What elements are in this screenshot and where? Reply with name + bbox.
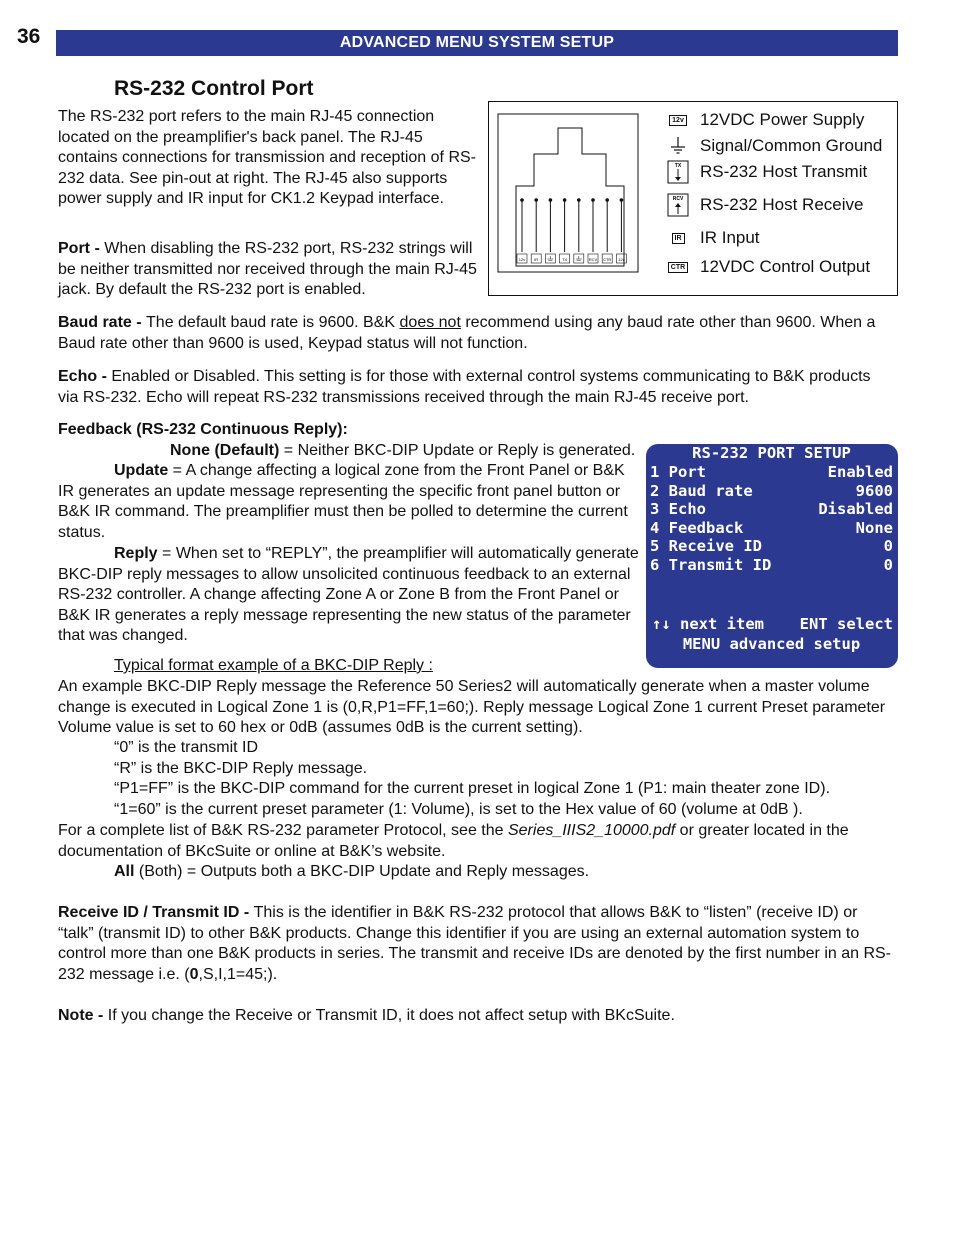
page-number: 36 — [17, 25, 41, 48]
baud-label: Baud rate - — [58, 314, 147, 331]
pinout-row — [667, 226, 760, 250]
reply-label: Reply — [114, 545, 158, 562]
none-label: None (Default) — [170, 442, 280, 459]
pinout-row — [667, 160, 867, 184]
rj45-pinout-diagram — [488, 101, 898, 296]
ir-tag-icon: IR — [667, 228, 689, 248]
baud-text-a: The default baud rate is 9600. B&K — [146, 314, 400, 331]
pinout-label: Signal/Common Ground — [700, 135, 883, 155]
osd-menu-item — [650, 500, 893, 519]
osd-menu-item — [650, 519, 893, 538]
example-line-3: “P1=FF” is the BKC-DIP command for the current preset in logical Zone 1 (P1: main theater zone ID). — [114, 780, 831, 797]
ids-paragraph — [58, 903, 893, 985]
feedback-all — [58, 862, 893, 883]
feedback-update — [58, 461, 638, 543]
feedback-title-text: Feedback (RS-232 Continuous Reply): — [58, 421, 348, 438]
jack-pin-tag: TX — [562, 257, 568, 262]
intro-paragraph: The RS-232 port refers to the main RJ-45 connection located on the preamplifier's back panel. The RJ-45 contains connections for transmission and reception of RS-232 data. See pin-out at right. The RJ-45 also supports power supply and IR input for CK1.2 Keypad interface. — [58, 108, 476, 208]
pinout-label: IR Input — [700, 227, 760, 247]
osd-nav-row — [650, 615, 893, 634]
baud-text-b: recommend using any baud rate other than 9600. When a Baud rate other than 9600 is used, Keypad status will not function. — [58, 314, 876, 352]
pinout-row — [667, 108, 864, 132]
osd-footer: MENU advanced setup — [682, 635, 861, 653]
osd-menu-item — [650, 482, 893, 501]
jack-pin-tag: 12v — [518, 257, 526, 262]
feedback-reply — [58, 544, 648, 647]
example-line-1: “0” is the transmit ID — [114, 739, 259, 756]
pinout-row — [667, 193, 863, 217]
osd-item-label: 5 Receive ID — [650, 537, 762, 556]
echo-label: Echo - — [58, 368, 112, 385]
update-text: = A change affecting a logical zone from the Front Panel or B&K IR generates an update message representing the specific front panel button or B&K IR command. The preamplifier must then be polled to determine the current status. — [58, 462, 628, 541]
echo-paragraph — [58, 367, 893, 408]
section-title: RS-232 Control Port — [114, 77, 314, 100]
none-text: = Neither BKC-DIP Update or Reply is generated. — [279, 442, 636, 459]
section-header: ADVANCED MENU SYSTEM SETUP — [56, 30, 898, 56]
jack-pin-tag: 12v — [618, 257, 625, 262]
pinout-row — [667, 255, 870, 279]
jack-ground-icon — [576, 256, 582, 261]
port-paragraph — [58, 239, 488, 301]
transmit-arrow-icon — [667, 162, 689, 182]
osd-item-label: 4 Feedback — [650, 518, 744, 537]
osd-item-label: 6 Transmit ID — [650, 556, 772, 574]
note-paragraph — [58, 1006, 893, 1027]
example-line-2: “R” is the BKC-DIP Reply message. — [114, 760, 368, 777]
example-paragraph: An example BKC-DIP Reply message the Reference 50 Series2 will automatically generate when a master volume change is executed in Logical Zone 1 is (0,R,P1=FF,1=60;). Reply message Logical Zone 1 current Preset parameter Volume value is set to 60 hex or 0dB (assumes 0dB is the current setting). — [58, 678, 886, 737]
pinout-label: 12VDC Power Supply — [700, 109, 865, 129]
pinout-row — [667, 134, 882, 158]
baud-text-emphasis: does not — [399, 314, 461, 331]
ids-label: Receive ID / Transmit ID - — [58, 904, 254, 921]
pinout-label: RS-232 Host Transmit — [700, 161, 868, 181]
feedback-none — [58, 441, 646, 462]
svg-text:TX: TX — [674, 163, 682, 169]
osd-item-value: 0 — [883, 556, 893, 574]
osd-item-label: 1 Port — [650, 463, 706, 481]
12v-tag-icon: 12v — [667, 110, 689, 130]
all-label: All — [114, 863, 135, 880]
ids-text-bold: 0 — [189, 965, 199, 983]
reply-text: = When set to “REPLY”, the preamplifier will automatically generate BKC-DIP reply messages to allow unsolicited continuous feedback to an external RS-232 controller. A change affecting Zone A or Zone B from the Front Panel or B&K IR generates a reply message representing the new status of the parameter that was changed. — [58, 545, 639, 645]
osd-item-value: Disabled — [818, 500, 893, 519]
osd-menu-item — [650, 556, 893, 575]
all-text: (Both) = Outputs both a BKC-DIP Update and Reply messages. — [134, 863, 590, 880]
pinout-label: 12VDC Control Output — [700, 256, 871, 276]
jack-pin-tag: RCV — [588, 257, 598, 262]
note-label: Note - — [58, 1007, 108, 1024]
receive-arrow-icon — [667, 195, 689, 215]
osd-nav-select: ENT select — [799, 615, 893, 633]
protocol-file-name: Series_IIIS2_10000.pdf — [507, 822, 676, 839]
feedback-title — [58, 420, 893, 441]
pinout-label: RS-232 Host Receive — [700, 194, 864, 214]
note-text: If you change the Receive or Transmit ID, it does not affect setup with BKcSuite. — [107, 1007, 675, 1024]
osd-menu-item — [650, 463, 893, 482]
typical-format-heading — [58, 656, 893, 677]
osd-item-label: 3 Echo — [650, 500, 706, 519]
ctr-tag-icon: CTR — [667, 257, 689, 277]
rs232-setup-osd — [646, 444, 898, 668]
osd-item-value: 9600 — [855, 481, 893, 500]
ids-text-a: This is the identifier in B&K RS-232 protocol that allows B&K to “listen” (receive ID) or “talk” (transmit ID) to other B&K products. Change this identifier if you are using an external automation system to control more than one B&K products in series. The transmit and receive IDs are denoted by the first number in an RS-232 message i.e. ( — [58, 904, 892, 983]
protocol-text-a: For a complete list of B&K RS-232 parameter Protocol, see the — [58, 822, 508, 839]
protocol-text-b: or greater located in the documentation of BKcSuite or online at B&K’s website. — [58, 822, 849, 860]
port-label: Port - — [58, 240, 105, 257]
baud-rate-paragraph — [58, 313, 893, 354]
echo-text: Enabled or Disabled. This setting is for those with external control systems communicating to B&K products via RS-232. Echo will repeat RS-232 transmissions received through the main RJ-45 receive port. — [58, 368, 871, 406]
example-line-4: “1=60” is the current preset parameter (1: Volume), is set to the Hex value of 60 (volume at 0dB ). — [114, 801, 803, 818]
osd-item-label: 2 Baud rate — [650, 481, 753, 500]
osd-menu-item — [650, 537, 893, 556]
jack-ground-icon — [547, 256, 553, 261]
svg-text:RCV: RCV — [672, 196, 684, 202]
jack-pin-tag: IR — [534, 257, 539, 262]
port-text: When disabling the RS-232 port, RS-232 strings will be neither transmitted nor received through the main RJ-45 jack. By default the RS-232 port is enabled. — [58, 240, 477, 299]
osd-title: RS-232 PORT SETUP — [692, 444, 851, 462]
ground-icon — [667, 136, 689, 156]
osd-nav-next: ↑↓ next item — [652, 615, 764, 633]
osd-item-value: Enabled — [827, 463, 893, 481]
protocol-list-paragraph — [58, 821, 893, 862]
typical-format-text: Typical format example of a BKC-DIP Reply : — [114, 657, 433, 674]
osd-item-value: 0 — [883, 537, 893, 556]
osd-item-value: None — [855, 518, 893, 537]
update-label: Update — [114, 462, 169, 479]
jack-pin-tag: CTR — [603, 257, 612, 262]
rj45-jack-drawing — [494, 106, 644, 276]
ids-text-b: ,S,I,1=45;). — [198, 965, 278, 983]
